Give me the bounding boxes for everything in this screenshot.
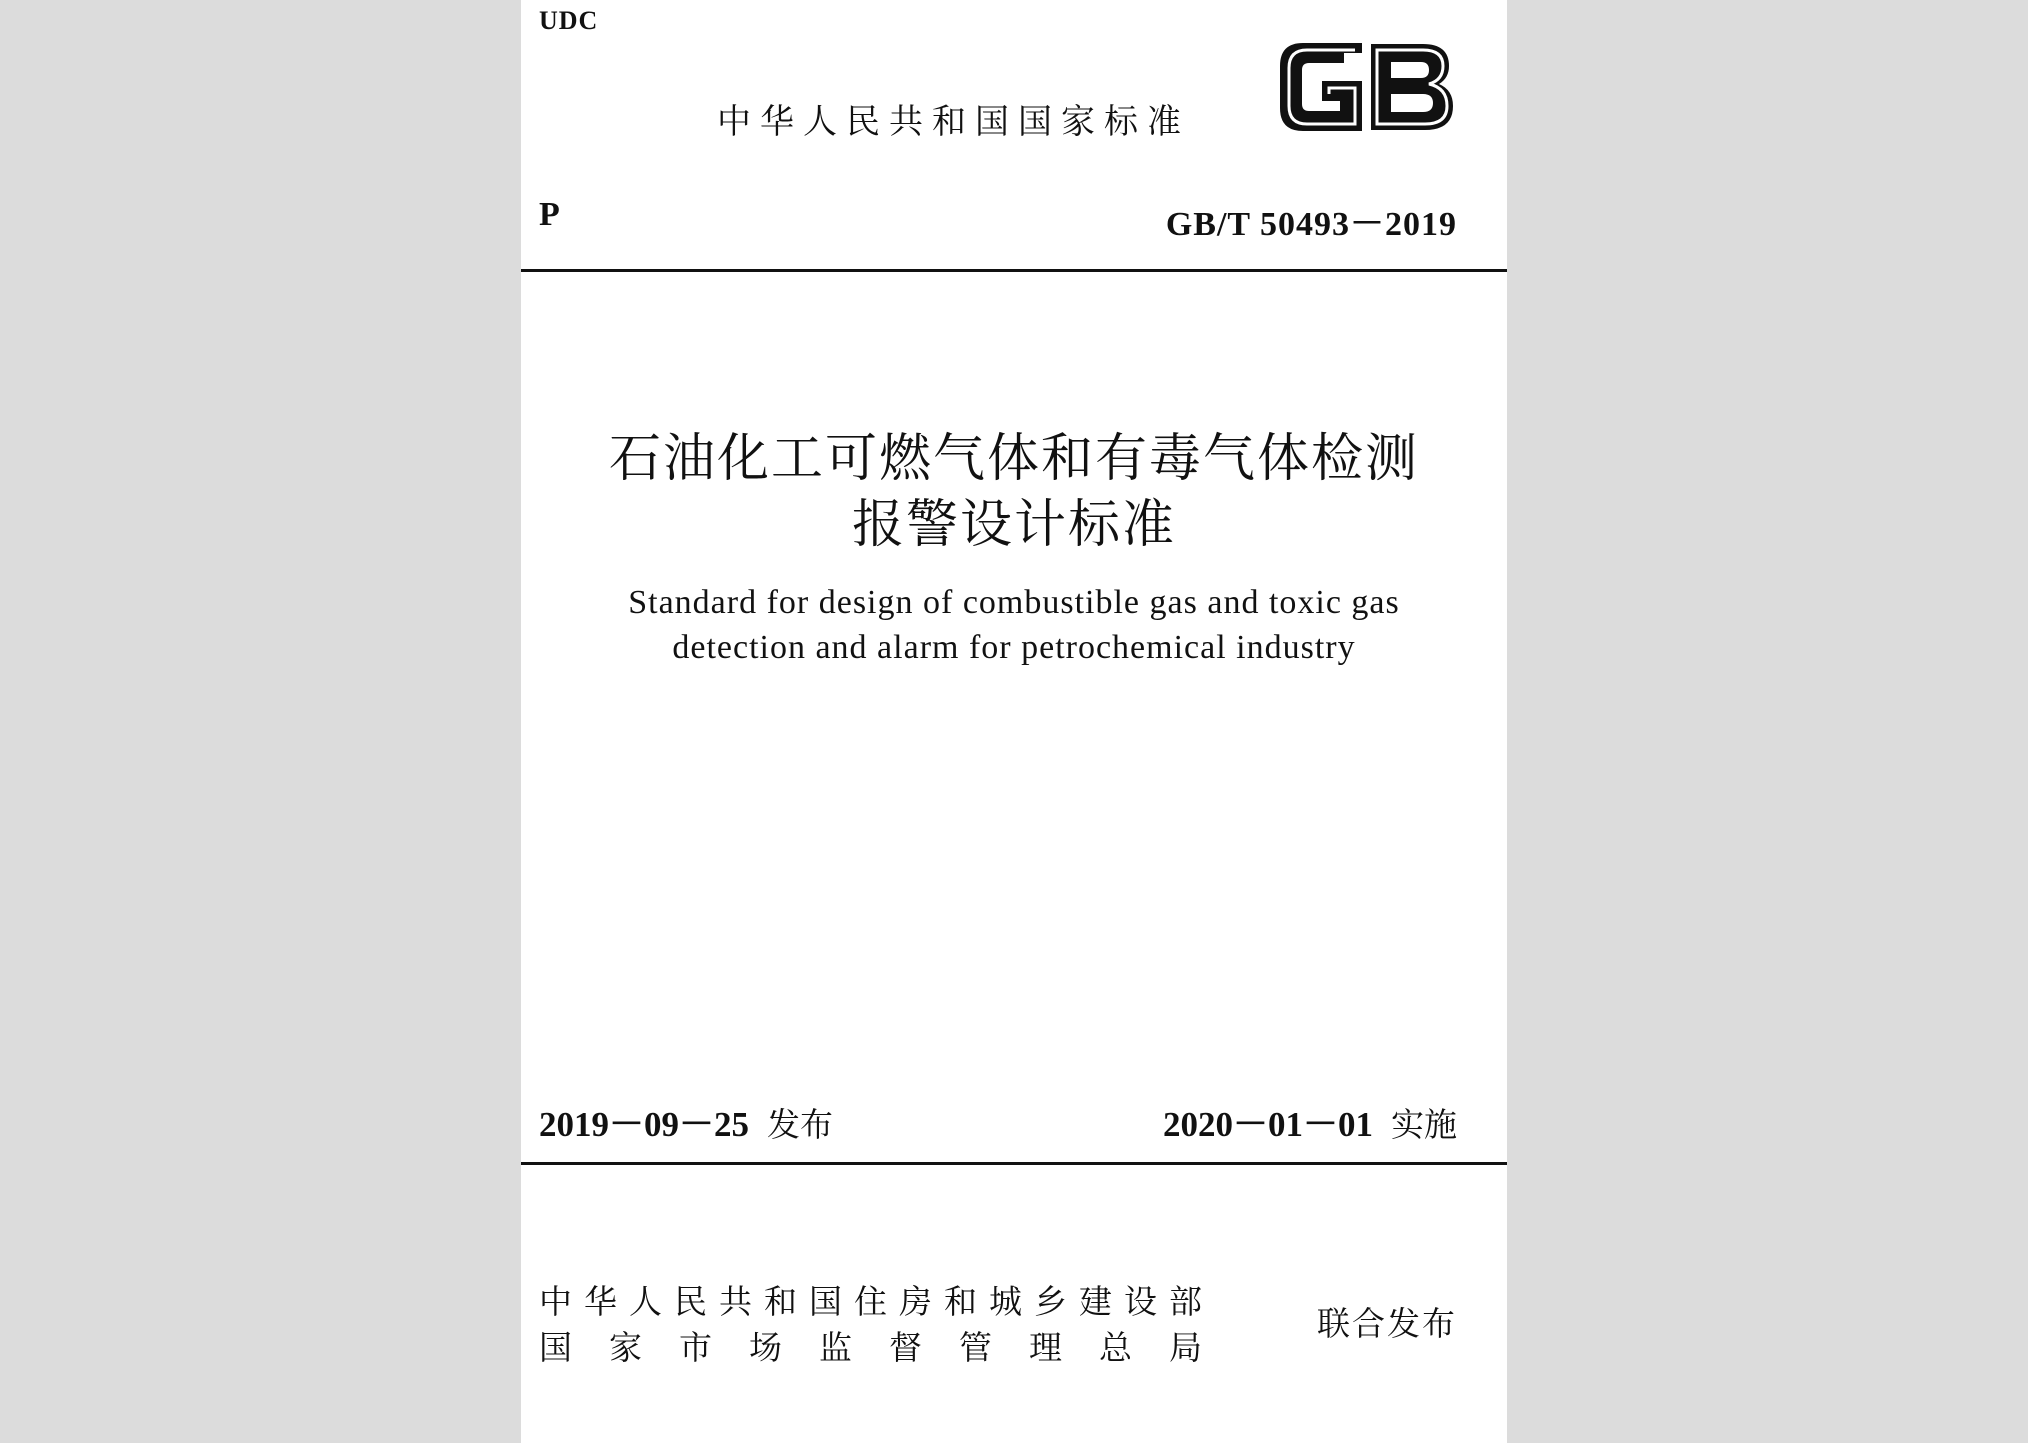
- joint-issue-label: 联合发布: [1317, 1304, 1457, 1343]
- issuing-org-2: 国家市场监督管理总局: [539, 1328, 1239, 1367]
- national-standard-heading: 中华人民共和国国家标准: [717, 102, 1190, 142]
- gb-logo-icon: [1273, 36, 1459, 138]
- issue-date: 2019－09－25: [539, 1105, 750, 1144]
- english-title-line-2: detection and alarm for petrochemical industry: [672, 629, 1356, 666]
- udc-label: UDC: [539, 6, 599, 35]
- english-title-line-1: Standard for design of combustible gas and toxic gas: [628, 584, 1400, 621]
- classification-code: P: [539, 196, 560, 233]
- issue-date-row: [539, 1097, 833, 1147]
- english-title: [521, 580, 1507, 670]
- top-divider: [521, 269, 1507, 272]
- bottom-divider: [521, 1162, 1507, 1165]
- document-cover-page: [521, 0, 1507, 1443]
- gb-logo-letters: [1281, 44, 1453, 130]
- issuing-org-1: 中华人民共和国住房和城乡建设部: [539, 1282, 1214, 1321]
- implementation-date: 2020－01－01: [1162, 1105, 1373, 1144]
- chinese-title-line-2: 报警设计标准: [851, 495, 1176, 555]
- issue-label: 发布: [767, 1105, 834, 1144]
- chinese-title: [521, 426, 1507, 558]
- standard-number: GB/T 50493－2019: [1165, 206, 1457, 243]
- implementation-label: 实施: [1391, 1105, 1457, 1144]
- chinese-title-line-1: 石油化工可燃气体和有毒气体检测: [608, 429, 1419, 489]
- implementation-date-row: [1163, 1097, 1457, 1147]
